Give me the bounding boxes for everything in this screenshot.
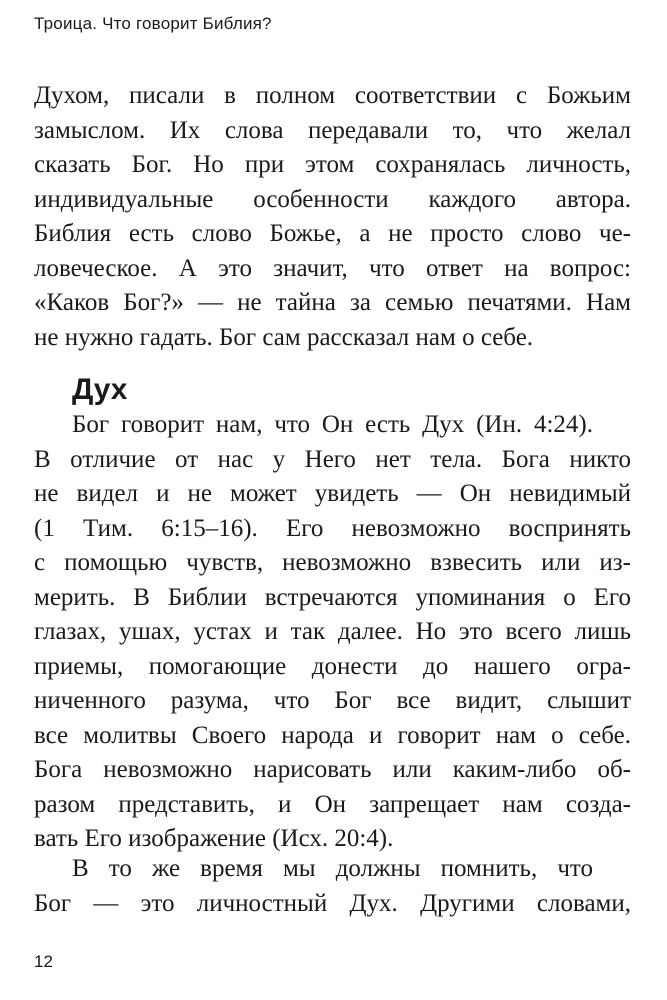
paragraph <box>34 79 631 355</box>
text-line: В отличие от нас у Него нет тела. Бога никто <box>34 445 631 473</box>
text-line: вать Его изображение (Исх. 20:4). <box>34 825 394 852</box>
paragraph <box>34 408 631 857</box>
page-number: 12 <box>34 952 53 971</box>
section-heading: Дух <box>72 373 128 406</box>
text-line: разом представить, и Он запрещает нам созда- <box>34 790 631 818</box>
text-line: с помощью чувств, невозможно взвесить или из- <box>34 549 631 576</box>
paragraph <box>34 852 631 921</box>
text-line: Библия есть слово Божье, а не просто слово че- <box>34 220 631 247</box>
text-line: «Каков Бог?» — не тайна за семью печатями. Нам <box>34 289 631 316</box>
text-line: Бог — это личностный Дух. Другими словами, <box>34 889 631 917</box>
text-line: В то же время мы должны помнить, что <box>72 855 593 882</box>
text-line: не видел и не может увидеть — Он невидимый <box>34 480 631 507</box>
running-header: Троица. Что говорит Библия? <box>34 14 272 33</box>
text-line: ниченного разума, что Бог все видит, слышит <box>34 687 631 714</box>
text-line: сказать Бог. Но при этом сохранялась личность, <box>34 151 631 178</box>
text-line: индивидуальные особенности каждого автора. <box>34 185 631 213</box>
text-line: все молитвы Своего народа и говорит нам о себе. <box>34 721 631 749</box>
text-line: приемы, помогающие донести до нашего огра- <box>34 652 631 680</box>
text-line: ловеческое. А это значит, что ответ на вопрос: <box>34 254 631 282</box>
text-line: Бога невозможно нарисовать или каким-либо об- <box>34 756 631 783</box>
text-line: не нужно гадать. Бог сам рассказал нам о себе. <box>34 323 534 351</box>
text-line: (1 Тим. 6:15–16). Его невозможно воспринять <box>34 514 631 542</box>
text-line: Бог говорит нам, что Он есть Дух (Ин. 4:24). <box>72 411 593 438</box>
text-line: замыслом. Их слова передавали то, что желал <box>34 116 631 144</box>
text-line: глазах, ушах, устах и так далее. Но это всего лишь <box>34 618 631 645</box>
text-line: мерить. В Библии встречаются упоминания о Его <box>34 583 631 611</box>
text-line: Духом, писали в полном соответствии с Божьим <box>34 82 631 109</box>
